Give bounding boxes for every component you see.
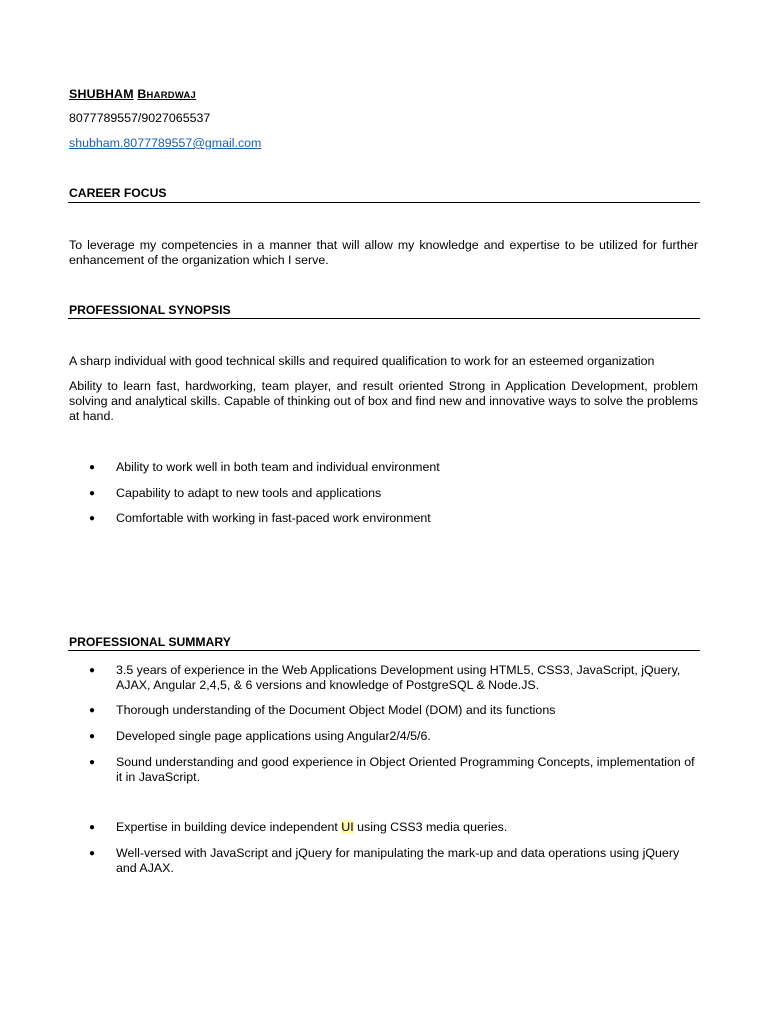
list-item-text: Developed single page applications using Angular2/4/5/6.: [116, 729, 431, 743]
list-item-text: [116, 820, 701, 835]
bullet-icon: ●: [89, 462, 96, 473]
list-item-text-part: Expertise in building device independent: [116, 820, 342, 834]
synopsis-rule: [68, 318, 700, 319]
synopsis-paragraph-2: Ability to learn fast, hardworking, team player, and result oriented Strong in Application Development, problem solving and analytical skills. Capable of thinking out of box and find new and innovative ways to solve the problems at hand.: [69, 379, 698, 423]
list-item-text: 3.5 years of experience in the Web Applications Development using HTML5, CSS3, JavaScript, jQuery, AJAX, Angular 2,4,5, & 6 versions and knowledge of PostgreSQL & Node.JS.: [116, 663, 681, 692]
bullet-icon: ●: [89, 731, 96, 742]
list-item-text: Comfortable with working in fast-paced work environment: [116, 511, 431, 525]
career-focus-rule: [68, 202, 700, 203]
summary-heading: PROFESSIONAL SUMMARY: [69, 635, 231, 649]
bullet-icon: ●: [89, 665, 96, 676]
career-focus-heading: CAREER FOCUS: [69, 186, 167, 200]
email-link[interactable]: shubham.8077789557@gmail.com: [69, 136, 262, 150]
list-item-text: Well-versed with JavaScript and jQuery for manipulating the mark-up and data operations using jQuery and AJAX.: [116, 846, 680, 875]
bullet-icon: ●: [89, 848, 96, 859]
summary-rule: [68, 650, 700, 651]
candidate-name: [69, 87, 196, 102]
list-item-text: Capability to adapt to new tools and applications: [116, 486, 382, 500]
list-item-text: Sound understanding and good experience in Object Oriented Programming Concepts, implementation of it in JavaScript.: [116, 755, 695, 784]
highlighted-term: UI: [341, 820, 354, 834]
bullet-icon: ●: [89, 757, 96, 768]
list-item-text: Thorough understanding of the Document Object Model (DOM) and its functions: [116, 703, 556, 717]
synopsis-heading: PROFESSIONAL SYNOPSIS: [69, 303, 231, 317]
name-last-rest: HARDWAJ: [146, 89, 197, 100]
career-focus-text: To leverage my competencies in a manner that will allow my knowledge and expertise to be utilized for further enhancement of the organization which I serve.: [69, 238, 698, 267]
bullet-icon: ●: [89, 488, 96, 499]
bullet-icon: ●: [89, 705, 96, 716]
list-item-text: Ability to work well in both team and individual environment: [116, 460, 440, 474]
list-item-text-part: using CSS3 media queries.: [353, 820, 508, 834]
phone-numbers: 8077789557/9027065537: [69, 111, 211, 125]
bullet-icon: ●: [89, 513, 96, 524]
name-last-initial: B: [137, 87, 147, 101]
bullet-icon: ●: [89, 822, 96, 833]
synopsis-paragraph-1: A sharp individual with good technical skills and required qualification to work for an esteemed organization: [69, 354, 655, 368]
name-first: SHUBHAM: [69, 87, 134, 101]
